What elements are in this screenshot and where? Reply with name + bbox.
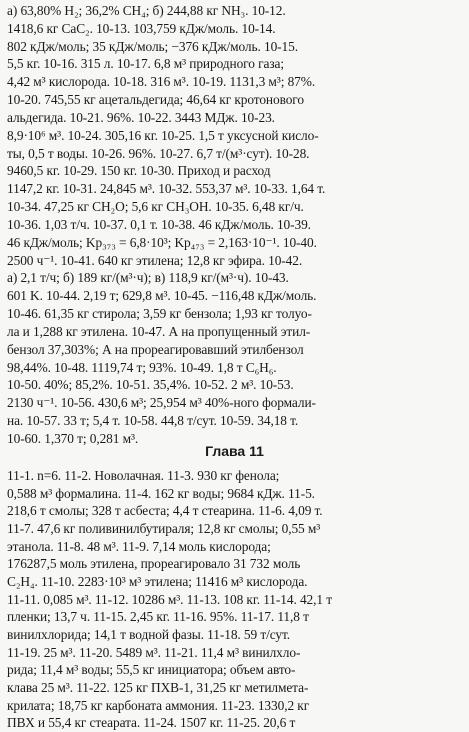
text-line: 802 кДж/моль; 35 кДж/моль; −376 кДж/моль. 10-15.	[7, 38, 298, 54]
text-line: 11-7. 47,6 кг поливинилбутираля; 12,8 кг смолы; 0,55 м³	[7, 520, 321, 536]
answers-chapter-10	[7, 2, 459, 448]
text-line: 10-36. 1,03 т/ч. 10-37. 0,1 т. 10-38. 46 кДж/моль. 10-39.	[7, 216, 311, 232]
text-line: 11-11. 0,085 м³. 11-12. 10286 м³. 11-13. 108 кг. 11-14. 42,1 т	[7, 591, 332, 607]
text-line: 5,5 кг. 10-16. 315 л. 10-17. 6,8 м³ природного газа;	[7, 56, 284, 72]
text-line: 10-50. 40%; 85,2%. 10-51. 35,4%. 10-52. 2 м³. 10-53.	[7, 377, 294, 393]
text-line: винилхлорида; 14,1 т водной фазы. 11-18. 59 т/сут.	[7, 626, 290, 642]
text-line: бензол 37,303%; А на прореагировавший этилбензол	[7, 341, 304, 357]
text-line: C₂H₄. 11-10. 2283·10³ м³ этилена; 11416 м³ кислорода.	[7, 573, 308, 589]
text-line: на. 10-57. 33 т; 5,4 т. 10-58. 44,8 т/сут. 10-59. 34,18 т.	[7, 413, 299, 429]
text-line: 8,9·10⁶ м³. 10-24. 305,16 кг. 10-25. 1,5 т уксусной кисло-	[7, 127, 319, 143]
text-line: 10-20. 745,55 кг ацетальдегида; 46,64 кг кротонового	[7, 92, 304, 108]
text-line: рида; 11,4 м³ воды; 55,5 кг инициатора; объем авто-	[7, 662, 296, 678]
text-line: ПВХ и 55,4 кг стеарата. 11-24. 1507 кг. 11-25. 20,6 т	[7, 715, 296, 731]
text-line: 10-34. 47,25 кг CH₂O; 5,6 кг CH₃OH. 10-35. 6,48 кг/ч.	[7, 199, 304, 215]
text-line: пленки; 13,7 ч. 11-15. 2,45 кг. 11-16. 95%. 11-17. 11,8 т	[7, 609, 309, 625]
text-line: клава 25 м³. 11-22. 125 кг ПХВ-1, 31,25 кг метилмета-	[7, 679, 309, 695]
text-line: 601 K. 10-44. 2,19 т; 629,8 м³. 10-45. −116,48 кДж/моль.	[7, 288, 317, 304]
text-line: крилата; 18,75 кг карбоната аммония. 11-23. 1330,2 кг	[7, 697, 310, 713]
text-line: 9460,5 кг. 10-29. 150 кг. 10-30. Приход и расход	[7, 163, 271, 179]
text-line: а) 2,1 т/ч; б) 189 кг/(м³·ч); в) 118,9 кг/(м³·ч). 10-43.	[7, 270, 289, 286]
text-line: ла и 1,288 кг этилена. 10-47. А на пропущенный этил-	[7, 323, 311, 339]
text-line: 2130 ч⁻¹. 10-56. 430,6 м³; 25,954 м³ 40%-ного формали-	[7, 395, 316, 411]
text-line: 11-1. n=6. 11-2. Новолачная. 11-3. 930 кг фенола;	[7, 468, 280, 483]
text-line: 98,44%. 10-48. 1119,74 т; 93%. 10-49. 1,8 т C₆H₆.	[7, 359, 277, 375]
text-line: 0,588 м³ формалина. 11-4. 162 кг воды; 9684 кДж. 11-5.	[7, 485, 315, 501]
text-line: 46 кДж/моль; Kp₃₇₃ = 6,8·10³; Kp₄₇₃ = 2,163·10⁻¹. 10-40.	[7, 234, 317, 250]
text-line: 10-46. 61,35 кг стирола; 3,59 кг бензола; 1,93 кг толуо-	[7, 306, 312, 322]
text-line: 10-60. 1,370 т; 0,281 м³.	[7, 430, 139, 446]
text-line: 1418,6 кг CaC₂. 10-13. 103,759 кДж/моль. 10-14.	[7, 20, 276, 36]
text-line: ты, 0,5 т воды. 10-26. 96%. 10-27. 6,7 т/(м³·сут). 10-28.	[7, 145, 310, 161]
text-line: этанола. 11-8. 48 м³. 11-9. 7,14 моль кислорода;	[7, 538, 271, 554]
answers-chapter-11	[7, 467, 459, 732]
text-line: 1147,2 кг. 10-31. 24,845 м³. 10-32. 553,37 м³. 10-33. 1,64 т.	[7, 181, 326, 197]
chapter-heading: Глава 11	[205, 443, 264, 459]
text-line: а) 63,80% H₂; 36,2% CH₄; б) 244,88 кг NH₃. 10-12.	[7, 3, 286, 18]
text-line: 11-19. 25 м³. 11-20. 5489 м³. 11-21. 11,4 м³ винилхло-	[7, 644, 301, 660]
text-line: 176287,5 моль этилена, прореагировало 31 732 моль	[7, 556, 301, 572]
text-line: альдегида. 10-21. 96%. 10-22. 3443 МДж. 10-23.	[7, 109, 275, 125]
text-line: 4,42 м³ кислорода. 10-18. 316 м³. 10-19. 1131,3 м³; 87%.	[7, 74, 316, 90]
text-line: 2500 ч⁻¹. 10-41. 640 кг этилена; 12,8 кг эфира. 10-42.	[7, 252, 303, 268]
text-line: 218,6 т смолы; 328 т асбеста; 4,4 т стеарина. 11-6. 4,09 т.	[7, 503, 323, 519]
